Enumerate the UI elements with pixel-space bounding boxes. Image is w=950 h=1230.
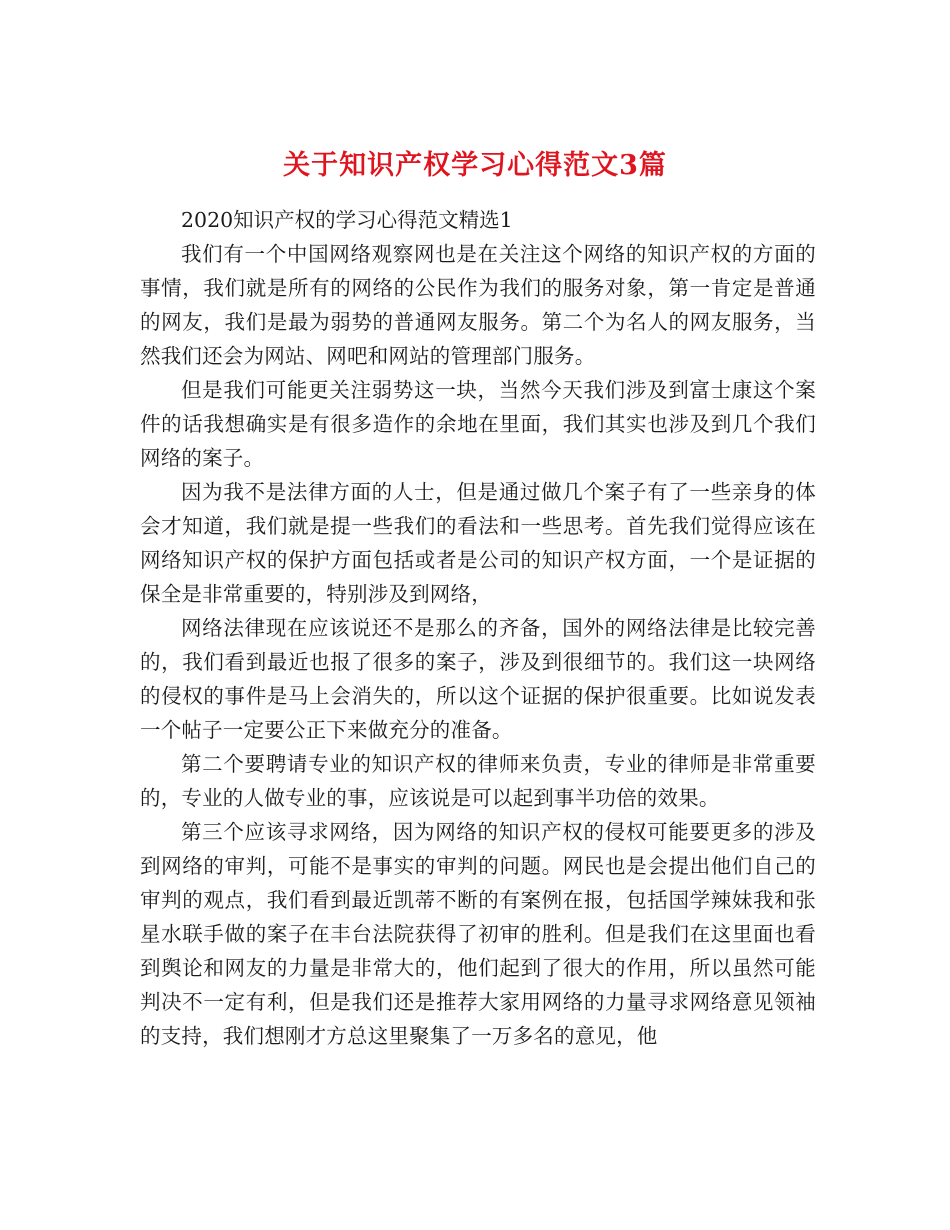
paragraph-2: 但是我们可能更关注弱势这一块，当然今天我们涉及到富士康这个案件的话我想确实是有很多造作的余地在里面，我们其实也涉及到几个我们网络的案子。: [140, 378, 816, 470]
section-heading: 2020知识产权的学习心得范文精选1: [181, 208, 513, 232]
paragraph-1: 我们有一个中国网络观察网也是在关注这个网络的知识产权的方面的事情，我们就是所有的网络的公民作为我们的服务对象，第一肯定是普通的网友，我们是最为弱势的普通网友服务。第二个为名人的网友服务，当然我们还会为网站、网吧和网站的管理部门服务。: [140, 242, 816, 368]
document-body: [140, 203, 816, 1053]
paragraph-6: 第三个应该寻求网络，因为网络的知识产权的侵权可能要更多的涉及到网络的审判，可能不是事实的审判的问题。网民也是会提出他们自己的审判的观点，我们看到最近凯蒂不断的有案例在报，包括国学辣妹我和张星水联手做的案子在丰台法院获得了初审的胜利。但是我们在这里面也看到舆论和网友的力量是非常大的，他们起到了很大的作用，所以虽然可能判决不一定有利，但是我们还是推荐大家用网络的力量寻求网络意见领袖的支持，我们想刚才方总这里聚集了一万多名的意见，他: [140, 820, 816, 1048]
paragraph-3: 因为我不是法律方面的人士，但是通过做几个案子有了一些亲身的体会才知道，我们就是提一些我们的看法和一些思考。首先我们觉得应该在网络知识产权的保护方面包括或者是公司的知识产权方面，一个是证据的保全是非常重要的，特别涉及到网络，: [140, 480, 816, 606]
paragraph-5: 第二个要聘请专业的知识产权的律师来负责，专业的律师是非常重要的，专业的人做专业的事，应该说是可以起到事半功倍的效果。: [140, 752, 816, 810]
paragraph-4: 网络法律现在应该说还不是那么的齐备，国外的网络法律是比较完善的，我们看到最近也报了很多的案子，涉及到很细节的。我们这一块网络的侵权的事件是马上会消失的，所以这个证据的保护很重要。比如说发表一个帖子一定要公正下来做充分的准备。: [140, 616, 816, 742]
document-title: 关于知识产权学习心得范文3篇: [283, 150, 667, 182]
